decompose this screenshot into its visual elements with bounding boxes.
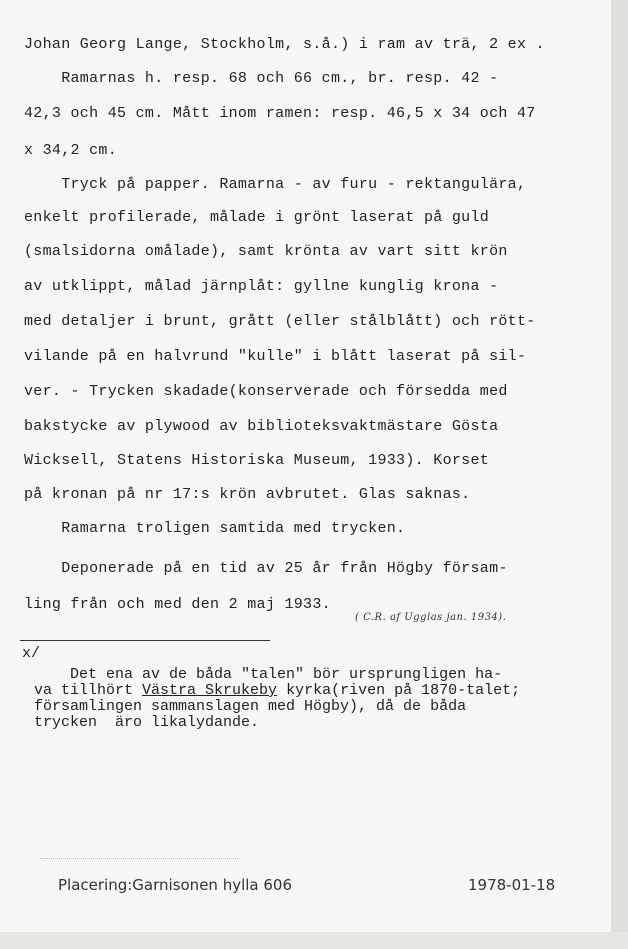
footnote-line: trycken äro likalydande. bbox=[34, 714, 260, 731]
footnote-line: Det ena av de båda "talen" bör ursprungligen ha- bbox=[34, 666, 503, 683]
text-line: Ramarna troligen samtida med trycken. bbox=[24, 520, 406, 537]
church-name: Västra Skrukeby bbox=[142, 682, 278, 699]
text-line: 42,3 och 45 cm. Mått inom ramen: resp. 46,5 x 34 och 47 bbox=[24, 105, 536, 122]
placement-label: Placering:Garnisonen hylla 606 bbox=[58, 876, 293, 894]
text-line: ver. - Trycken skadade(konserverade och försedda med bbox=[24, 383, 508, 400]
footnote-marker: x/ bbox=[22, 645, 41, 662]
text-line: med detaljer i brunt, grått (eller stålblått) och rött- bbox=[24, 313, 536, 330]
date-label: 1978-01-18 bbox=[468, 876, 556, 894]
text-line: Deponerade på en tid av 25 år från Högby försam- bbox=[24, 560, 508, 577]
text-line: av utklippt, målad järnplåt: gyllne kunglig krona - bbox=[24, 278, 499, 295]
text-line: ling från och med den 2 maj 1933. bbox=[24, 596, 331, 613]
footnote-divider bbox=[20, 640, 270, 641]
text-line: enkelt profilerade, målade i grönt laserat på guld bbox=[24, 209, 490, 226]
handwritten-note: ( C.R. af Ugglas jan. 1934). bbox=[355, 612, 507, 623]
text-line: på kronan på nr 17:s krön avbrutet. Glas saknas. bbox=[24, 486, 471, 503]
text-line: Ramarnas h. resp. 68 och 66 cm., br. resp. 42 - bbox=[24, 70, 499, 87]
text-line: Johan Georg Lange, Stockholm, s.å.) i ram av trä, 2 ex . bbox=[24, 36, 545, 53]
text-line: bakstycke av plywood av biblioteksvaktmästare Gösta bbox=[24, 418, 499, 435]
background-edge bbox=[0, 932, 628, 949]
text-line: vilande på en halvrund "kulle" i blått laserat på sil- bbox=[24, 348, 527, 365]
background-edge bbox=[611, 0, 628, 949]
text-line: Wicksell, Statens Historiska Museum, 1933). Korset bbox=[24, 452, 490, 469]
footnote-line: va tillhört Västra Skrukeby kyrka(riven på 1870-talet; bbox=[34, 682, 521, 699]
text-line: x 34,2 cm. bbox=[24, 142, 118, 159]
footer-divider bbox=[40, 858, 240, 859]
footnote-line: församlingen sammanslagen med Högby), då de båda bbox=[34, 698, 467, 715]
text-line: Tryck på papper. Ramarna - av furu - rektangulära, bbox=[24, 176, 527, 193]
text-line: (smalsidorna omålade), samt krönta av vart sitt krön bbox=[24, 243, 508, 260]
